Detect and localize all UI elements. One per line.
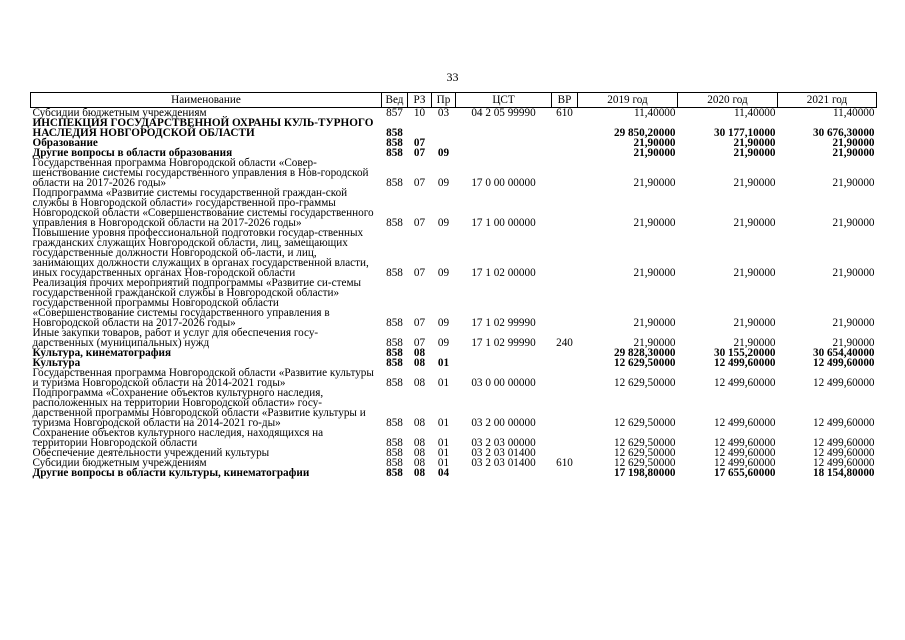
cell-2020: 21,90000	[733, 317, 776, 329]
cell-pr: 09	[437, 317, 450, 329]
header-vr: ВР	[552, 93, 578, 108]
cell-name: Сохранение объектов культурного наследия, находящихся на территории Новгородской области	[32, 427, 324, 449]
cell-pr: 09	[437, 217, 450, 229]
cell-cst	[456, 358, 552, 368]
cell-cst: 17 1 02 99990	[471, 337, 536, 349]
cell-pr: 09	[437, 147, 450, 159]
cell-2019: 12 629,50000	[613, 357, 676, 369]
cell-rz	[408, 118, 432, 138]
cell-rz: 08	[413, 437, 426, 449]
cell-pr: 01	[437, 377, 450, 389]
cell-2021: 12 499,60000	[812, 447, 875, 459]
cell-ved: 858	[386, 417, 403, 429]
cell-2019: 21,90000	[633, 217, 676, 229]
table-row	[31, 328, 877, 348]
cell-2020: 12 499,60000	[713, 417, 776, 429]
cell-2021: 21,90000	[832, 267, 875, 279]
cell-2021: 12 499,60000	[812, 417, 875, 429]
cell-vr	[552, 358, 578, 368]
cell-rz: 08	[413, 417, 426, 429]
table-row	[31, 278, 877, 328]
cell-ved: 858	[386, 467, 403, 479]
cell-cst	[456, 468, 552, 478]
cell-2020: 12 499,60000	[713, 447, 776, 459]
cell-rz: 07	[413, 267, 426, 279]
cell-2021: 21,90000	[832, 137, 875, 149]
cell-2019: 29 850,20000	[613, 127, 676, 139]
cell-name: Культура	[32, 357, 81, 369]
cell-name: Культура, кинематография	[32, 347, 171, 359]
cell-vr	[552, 158, 578, 188]
cell-vr	[552, 468, 578, 478]
cell-rz: 07	[413, 317, 426, 329]
cell-2019: 12 629,50000	[613, 457, 676, 469]
cell-cst	[456, 348, 552, 358]
cell-rz: 07	[413, 147, 426, 159]
cell-vr	[552, 138, 578, 148]
cell-vr	[552, 428, 578, 448]
cell-ved: 858	[386, 357, 403, 369]
cell-name: Иные закупки товаров, работ и услуг для обеспечения госу-дарственных (муниципальных) нужд	[32, 327, 319, 349]
cell-2021: 21,90000	[832, 337, 875, 349]
table-row	[31, 158, 877, 188]
cell-name: Повышение уровня профессиональной подготовки государ-ственных гражданских служащих Новгородской области, лиц, замещающих государственные должности Новгородской об-ласти, и лиц, занимающих должности служащих в органах государственной власти, иных государственных органах Нов-городской области	[32, 227, 369, 279]
budget-table	[30, 92, 877, 478]
cell-vr	[552, 348, 578, 358]
cell-vr	[552, 368, 578, 388]
cell-name: Другие вопросы в области культуры, кинематографии	[32, 467, 310, 479]
cell-2020: 30 177,10000	[713, 127, 776, 139]
page-number: 33	[446, 70, 459, 84]
table-row	[31, 188, 877, 228]
cell-name: Реализация прочих мероприятий подпрограммы «Развитие си-стемы государственной гражданской службы в Новгородской области» государственной программы Новгородской области «Совершенствование системы государственного управления в Новгородской области на 2017-2026 годы»	[32, 277, 362, 329]
cell-rz: 08	[413, 347, 426, 359]
cell-name: Государственная программа Новгородской области «Развитие культуры и туризма Новгородской области на 2014-2021 годы»	[32, 367, 374, 389]
cell-2020: 12 499,60000	[713, 437, 776, 449]
cell-rz: 10	[413, 107, 426, 119]
cell-name: Образование	[32, 137, 98, 149]
header-2019: 2019 год	[578, 93, 678, 108]
cell-2020: 21,90000	[733, 177, 776, 189]
cell-ved: 858	[386, 217, 403, 229]
cell-2020: 21,90000	[733, 137, 776, 149]
cell-2019: 11,40000	[633, 107, 676, 119]
cell-2019: 21,90000	[633, 177, 676, 189]
table-row	[31, 118, 877, 138]
cell-2020: 21,90000	[733, 337, 776, 349]
cell-2019: 12 629,50000	[613, 417, 676, 429]
cell-2021: 21,90000	[832, 147, 875, 159]
cell-rz: 08	[413, 357, 426, 369]
table-header-row	[31, 93, 877, 108]
cell-pr: 01	[437, 447, 450, 459]
cell-name: Субсидии бюджетным учреждениям	[32, 457, 207, 469]
cell-vr	[552, 118, 578, 138]
cell-2021: 30 654,40000	[812, 347, 875, 359]
table-row	[31, 368, 877, 388]
cell-rz: 08	[413, 447, 426, 459]
table-row	[31, 428, 877, 448]
cell-2020: 21,90000	[733, 147, 776, 159]
cell-2019: 21,90000	[633, 337, 676, 349]
cell-vr: 240	[556, 337, 573, 349]
cell-2021: 21,90000	[832, 317, 875, 329]
cell-ved: 858	[386, 147, 403, 159]
cell-2020: 21,90000	[733, 267, 776, 279]
cell-2019: 12 629,50000	[613, 437, 676, 449]
cell-vr	[552, 188, 578, 228]
header-ved: Вед	[382, 93, 408, 108]
cell-2020: 12 499,60000	[713, 377, 776, 389]
cell-pr: 09	[437, 177, 450, 189]
cell-cst: 03 2 00 00000	[471, 417, 536, 429]
cell-ved: 858	[386, 447, 403, 459]
cell-2020: 12 499,60000	[713, 457, 776, 469]
cell-ved: 858	[386, 457, 403, 469]
cell-2019: 29 828,30000	[613, 347, 676, 359]
cell-vr	[552, 228, 578, 278]
cell-ved: 857	[386, 107, 403, 119]
cell-2021: 11,40000	[832, 107, 875, 119]
cell-2021: 12 499,60000	[812, 437, 875, 449]
cell-vr: 610	[556, 457, 573, 469]
cell-name: Подпрограмма «Сохранение объектов культурного наследия, расположенных на территории Новгородской области» госу-дарственной программы Новгородской области «Развитие культуры и туризма Новгородской области на 2014-2021 го-ды»	[32, 387, 366, 429]
table-row	[31, 388, 877, 428]
cell-vr	[552, 148, 578, 158]
cell-pr: 01	[437, 437, 450, 449]
header-rz: РЗ	[408, 93, 432, 108]
header-2020: 2020 год	[678, 93, 778, 108]
cell-2020: 21,90000	[733, 217, 776, 229]
cell-ved: 858	[386, 137, 403, 149]
table-row	[31, 228, 877, 278]
header-name: Наименование	[31, 93, 382, 108]
cell-cst: 03 2 03 01400	[471, 457, 536, 469]
cell-cst: 17 1 00 00000	[471, 217, 536, 229]
cell-cst: 03 2 03 00000	[471, 437, 536, 449]
cell-pr: 03	[437, 107, 450, 119]
scan-artifact	[480, 630, 680, 636]
cell-2021: 21,90000	[832, 177, 875, 189]
cell-2021: 21,90000	[832, 217, 875, 229]
cell-rz: 07	[413, 137, 426, 149]
cell-2020: 30 155,20000	[713, 347, 776, 359]
cell-rz: 08	[413, 457, 426, 469]
cell-2021: 18 154,80000	[812, 467, 875, 479]
header-pr: Пр	[432, 93, 456, 108]
cell-pr: 01	[437, 457, 450, 469]
cell-2019: 21,90000	[633, 137, 676, 149]
cell-ved: 858	[386, 127, 403, 139]
cell-cst: 17 1 02 99990	[471, 317, 536, 329]
cell-rz: 07	[413, 337, 426, 349]
cell-ved: 858	[386, 437, 403, 449]
cell-pr: 01	[437, 417, 450, 429]
cell-2019: 12 629,50000	[613, 377, 676, 389]
cell-2020: 17 655,60000	[713, 467, 776, 479]
cell-rz: 07	[413, 217, 426, 229]
cell-pr: 04	[437, 467, 450, 479]
cell-2019: 21,90000	[633, 317, 676, 329]
header-2021: 2021 год	[778, 93, 877, 108]
cell-vr	[552, 388, 578, 428]
cell-ved: 858	[386, 337, 403, 349]
cell-ved: 858	[386, 177, 403, 189]
cell-cst: 03 0 00 00000	[471, 377, 536, 389]
table-body	[31, 108, 877, 479]
cell-2020: 11,40000	[733, 107, 776, 119]
cell-vr: 610	[556, 107, 573, 119]
cell-name: Другие вопросы в области образования	[32, 147, 233, 159]
cell-ved: 858	[386, 267, 403, 279]
cell-rz: 08	[413, 467, 426, 479]
cell-ved: 858	[386, 377, 403, 389]
header-cst: ЦСТ	[456, 93, 552, 108]
cell-ved: 858	[386, 347, 403, 359]
cell-cst: 03 2 03 01400	[471, 447, 536, 459]
cell-cst	[456, 138, 552, 148]
cell-name: Обеспечение деятельности учреждений культуры	[32, 447, 270, 459]
cell-pr	[432, 118, 456, 138]
cell-2019: 17 198,80000	[613, 467, 676, 479]
cell-cst: 04 2 05 99990	[471, 107, 536, 119]
cell-name: Государственная программа Новгородской области «Совер-шенствование системы государственного управления в Нов-городской области на 2017-2026 годы»	[32, 157, 369, 189]
cell-vr	[552, 278, 578, 328]
cell-name: Субсидии бюджетным учреждениям	[32, 107, 207, 119]
cell-cst: 17 0 00 00000	[471, 177, 536, 189]
cell-2021: 12 499,60000	[812, 457, 875, 469]
cell-pr: 09	[437, 337, 450, 349]
cell-rz: 08	[413, 377, 426, 389]
table-row	[31, 468, 877, 478]
cell-2021: 12 499,60000	[812, 357, 875, 369]
cell-2019: 12 629,50000	[613, 447, 676, 459]
cell-cst	[456, 118, 552, 138]
cell-2020: 12 499,60000	[713, 357, 776, 369]
cell-name: Подпрограмма «Развитие системы государственной граждан-ской службы в Новгородской области» государственной про-граммы Новгородской области «Совершенствование системы государственного управления в Новгородской области на 2017-2026 годы»	[32, 187, 374, 229]
cell-2021: 12 499,60000	[812, 377, 875, 389]
cell-pr: 01	[437, 357, 450, 369]
cell-ved: 858	[386, 317, 403, 329]
cell-rz: 07	[413, 177, 426, 189]
cell-pr: 09	[437, 267, 450, 279]
cell-name: ИНСПЕКЦИЯ ГОСУДАРСТВЕННОЙ ОХРАНЫ КУЛЬ-ТУРНОГО НАСЛЕДИЯ НОВГОРОДСКОЙ ОБЛАСТИ	[32, 117, 374, 139]
cell-2021: 30 676,30000	[812, 127, 875, 139]
cell-cst	[456, 148, 552, 158]
cell-2019: 21,90000	[633, 267, 676, 279]
cell-cst: 17 1 02 00000	[471, 267, 536, 279]
cell-2019: 21,90000	[633, 147, 676, 159]
